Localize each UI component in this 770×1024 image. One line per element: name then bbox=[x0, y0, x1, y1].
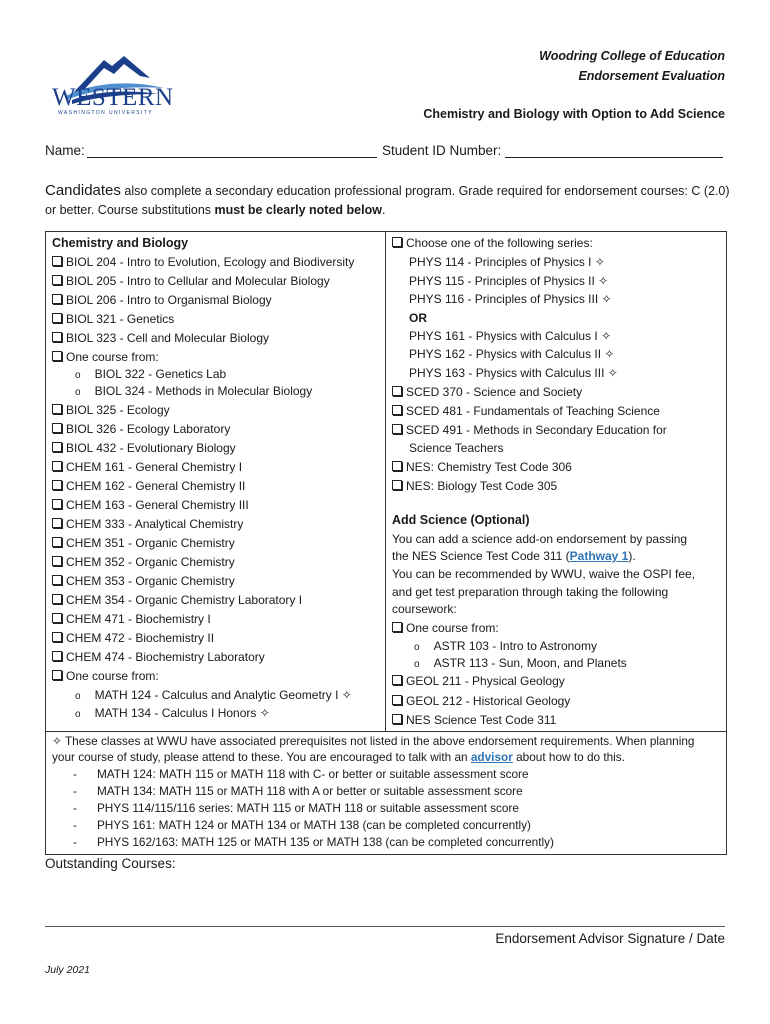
series-choice-text: Choose one of the following series: bbox=[406, 236, 593, 250]
intro-text: also complete a secondary education professional program. Grade required for endorsement courses: C (2.0) or better. Course substitutions bbox=[45, 184, 730, 217]
add-science-para2 bbox=[392, 602, 457, 617]
course-item[interactable] bbox=[52, 536, 235, 551]
checkbox-icon[interactable] bbox=[52, 575, 62, 585]
bullet-icon: o bbox=[414, 659, 420, 670]
physics-course-text: PHYS 114 - Principles of Physics I ✧ bbox=[409, 255, 605, 269]
course-item-text: CHEM 474 - Biochemistry Laboratory bbox=[66, 650, 265, 664]
checkbox-icon[interactable] bbox=[392, 714, 402, 724]
college-name: Woodring College of Education bbox=[539, 49, 725, 63]
checkbox-icon[interactable] bbox=[52, 442, 62, 452]
logo-wordmark: WESTERN bbox=[52, 84, 174, 111]
course-item-text: One course from: bbox=[66, 669, 159, 683]
course-item[interactable] bbox=[52, 593, 302, 608]
prereq-text: MATH 134: MATH 115 or MATH 118 with A or better or suitable assessment score bbox=[96, 784, 523, 798]
prereq-text: PHYS 161: MATH 124 or MATH 134 or MATH 138 (can be completed concurrently) bbox=[96, 818, 531, 832]
course-item[interactable] bbox=[52, 650, 265, 665]
option-item-text: ASTR 113 - Sun, Moon, and Planets bbox=[433, 656, 627, 670]
course-item[interactable] bbox=[52, 498, 249, 513]
course-item[interactable] bbox=[52, 403, 170, 418]
add-science-para1-line2 bbox=[392, 549, 636, 564]
prereq-item bbox=[73, 766, 529, 783]
advisor-link[interactable]: advisor bbox=[470, 750, 513, 764]
prereq-text: MATH 124: MATH 115 or MATH 118 with C- or better or suitable assessment score bbox=[96, 767, 529, 781]
option-item bbox=[75, 367, 226, 383]
checkbox-icon[interactable] bbox=[392, 480, 402, 490]
course-item[interactable] bbox=[52, 312, 174, 327]
para-end: ). bbox=[628, 549, 636, 563]
dash-bullet: - bbox=[73, 784, 77, 798]
course-item[interactable] bbox=[52, 479, 245, 494]
revision-date: July 2021 bbox=[45, 964, 90, 976]
course-item-text: CHEM 351 - Organic Chemistry bbox=[66, 536, 235, 550]
add-science-para2-text: coursework: bbox=[392, 602, 457, 616]
prereq-item bbox=[73, 783, 523, 800]
notes-divider bbox=[45, 731, 726, 732]
form-title: Endorsement Evaluation bbox=[578, 69, 725, 83]
left-heading: Chemistry and Biology bbox=[52, 236, 189, 250]
course-item-text: NES Science Test Code 311 bbox=[406, 713, 557, 727]
course-item[interactable] bbox=[52, 255, 354, 270]
checkbox-icon[interactable] bbox=[52, 275, 62, 285]
course-item[interactable] bbox=[392, 385, 582, 400]
add-science-heading-text: Add Science (Optional) bbox=[392, 513, 530, 527]
bullet-icon: o bbox=[75, 387, 81, 398]
course-item-text: CHEM 333 - Analytical Chemistry bbox=[66, 517, 244, 531]
prereq-item bbox=[73, 817, 531, 834]
physics-course-text: PHYS 115 - Principles of Physics II ✧ bbox=[409, 273, 609, 288]
physics-course bbox=[409, 255, 605, 270]
checkbox-icon[interactable] bbox=[52, 537, 62, 547]
prereq-text: PHYS 114/115/116 series: MATH 115 or MATH 118 or suitable assessment score bbox=[96, 801, 519, 815]
dash-bullet: - bbox=[73, 835, 77, 849]
outstanding-courses-label: Outstanding Courses: bbox=[45, 856, 176, 871]
checkbox-icon[interactable] bbox=[52, 404, 62, 414]
course-item-cont-text: Science Teachers bbox=[409, 441, 504, 455]
course-item-text: BIOL 326 - Ecology Laboratory bbox=[66, 422, 231, 436]
course-item-text: BIOL 204 - Intro to Evolution, Ecology and Biodiversity bbox=[66, 255, 355, 269]
intro-end: . bbox=[381, 203, 386, 217]
test-item[interactable] bbox=[392, 460, 572, 475]
course-item-text: SCED 481 - Fundamentals of Teaching Science bbox=[406, 404, 660, 418]
prereq-note-line1: ✧ These classes at WWU have associated prerequisites not listed in the above endorsement requirements. When planning bbox=[52, 734, 695, 748]
course-item[interactable] bbox=[52, 350, 159, 365]
intro-paragraph bbox=[45, 181, 730, 220]
physics-course bbox=[409, 292, 612, 307]
series-choice[interactable] bbox=[392, 236, 593, 251]
name-field[interactable] bbox=[87, 157, 377, 158]
course-item[interactable] bbox=[392, 621, 499, 636]
course-item-text: CHEM 162 - General Chemistry II bbox=[66, 479, 246, 493]
course-item-text: SCED 491 - Methods in Secondary Education for bbox=[406, 423, 667, 437]
intro-bold: must be clearly noted below bbox=[214, 203, 382, 217]
signature-label: Endorsement Advisor Signature / Date bbox=[495, 931, 725, 946]
course-item-text: BIOL 432 - Evolutionary Biology bbox=[66, 441, 236, 455]
course-item[interactable] bbox=[52, 669, 159, 684]
bullet-icon: o bbox=[75, 691, 81, 702]
add-science-para2 bbox=[392, 567, 695, 582]
course-item-text: CHEM 163 - General Chemistry III bbox=[66, 498, 249, 512]
checkbox-icon[interactable] bbox=[392, 695, 402, 705]
option-item bbox=[414, 656, 627, 672]
para-text: the NES Science Test Code 311 ( bbox=[392, 549, 570, 563]
course-item-text: CHEM 472 - Biochemistry II bbox=[66, 631, 215, 645]
prereq-note-text: your course of study, please attend to these. You are encouraged to talk with an bbox=[52, 750, 471, 764]
course-item[interactable] bbox=[52, 555, 235, 570]
add-science-para1 bbox=[392, 532, 687, 547]
add-science-para2-text: and get test preparation through taking the following bbox=[392, 584, 669, 599]
checkbox-icon[interactable] bbox=[52, 632, 62, 642]
form-subtitle: Chemistry and Biology with Option to Add Science bbox=[423, 107, 725, 121]
dash-bullet: - bbox=[73, 818, 77, 832]
checkbox-icon[interactable] bbox=[52, 480, 62, 490]
checkbox-icon[interactable] bbox=[52, 332, 62, 342]
pathway-link[interactable]: Pathway 1 bbox=[569, 549, 629, 563]
checkbox-icon[interactable] bbox=[392, 675, 402, 685]
column-divider bbox=[385, 231, 386, 731]
prereq-note-end: about how to do this. bbox=[512, 750, 625, 764]
option-item bbox=[414, 639, 597, 655]
checkbox-icon[interactable] bbox=[52, 351, 62, 361]
option-item-text: MATH 124 - Calculus and Analytic Geometry I ✧ bbox=[94, 688, 352, 702]
test-item[interactable] bbox=[392, 479, 557, 494]
checkbox-icon[interactable] bbox=[52, 518, 62, 528]
course-item-text: CHEM 471 - Biochemistry I bbox=[66, 612, 211, 626]
course-item-text: CHEM 352 - Organic Chemistry bbox=[66, 555, 235, 569]
physics-course bbox=[409, 366, 618, 381]
series-or-text: OR bbox=[409, 310, 427, 325]
name-label: Name: bbox=[45, 143, 85, 158]
course-item-text: BIOL 205 - Intro to Cellular and Molecular Biology bbox=[66, 274, 330, 288]
checkbox-icon[interactable] bbox=[52, 461, 62, 471]
dash-bullet: - bbox=[73, 801, 77, 815]
physics-course-text: PHYS 161 - Physics with Calculus I ✧ bbox=[409, 328, 612, 343]
checkbox-icon[interactable] bbox=[52, 613, 62, 623]
course-item[interactable] bbox=[392, 694, 570, 709]
option-item bbox=[75, 688, 352, 704]
bullet-icon: o bbox=[75, 370, 81, 381]
course-item-text: CHEM 354 - Organic Chemistry Laboratory I bbox=[66, 593, 303, 607]
checkbox-icon[interactable] bbox=[392, 622, 402, 632]
checkbox-icon[interactable] bbox=[392, 424, 402, 434]
course-item-text: BIOL 323 - Cell and Molecular Biology bbox=[66, 331, 269, 345]
test-item-text: NES: Biology Test Code 305 bbox=[406, 479, 558, 493]
course-item[interactable] bbox=[392, 404, 660, 419]
course-item-text: One course from: bbox=[406, 621, 499, 635]
prereq-note-line2 bbox=[52, 749, 625, 766]
logo-subtitle: WASHINGTON UNIVERSITY bbox=[58, 110, 153, 116]
course-item[interactable] bbox=[52, 441, 236, 456]
checkbox-icon[interactable] bbox=[52, 499, 62, 509]
course-item-text: SCED 370 - Science and Society bbox=[406, 385, 583, 399]
course-item-cont bbox=[409, 441, 504, 456]
course-item[interactable] bbox=[392, 423, 667, 438]
checkbox-icon[interactable] bbox=[52, 256, 62, 266]
option-item bbox=[75, 384, 312, 400]
test-item-text: NES: Chemistry Test Code 306 bbox=[406, 460, 572, 474]
course-item[interactable] bbox=[52, 460, 242, 475]
course-item-text: BIOL 206 - Intro to Organismal Biology bbox=[66, 293, 272, 307]
checkbox-icon[interactable] bbox=[392, 237, 402, 247]
intro-first-word: Candidates bbox=[45, 182, 121, 199]
prereq-item bbox=[73, 834, 554, 851]
option-item-text: BIOL 322 - Genetics Lab bbox=[94, 367, 227, 381]
checkbox-icon[interactable] bbox=[52, 423, 62, 433]
student-id-field[interactable] bbox=[505, 157, 723, 158]
course-item[interactable] bbox=[52, 517, 243, 532]
course-item[interactable] bbox=[52, 574, 235, 589]
checkbox-icon[interactable] bbox=[392, 461, 402, 471]
physics-course bbox=[409, 274, 608, 289]
physics-course bbox=[409, 329, 611, 344]
add-science-para1-text: You can add a science add-on endorsement by passing bbox=[392, 532, 688, 546]
checkbox-icon[interactable] bbox=[52, 294, 62, 304]
prereq-item bbox=[73, 800, 519, 817]
course-item[interactable] bbox=[52, 331, 269, 346]
bullet-icon: o bbox=[75, 709, 81, 720]
course-item[interactable] bbox=[52, 631, 214, 646]
course-item-text: CHEM 353 - Organic Chemistry bbox=[66, 574, 235, 588]
add-science-para2-text: You can be recommended by WWU, waive the OSPI fee, bbox=[392, 567, 696, 581]
course-item-text: BIOL 325 - Ecology bbox=[66, 403, 170, 417]
checkbox-icon[interactable] bbox=[52, 556, 62, 566]
checkbox-icon[interactable] bbox=[52, 651, 62, 661]
add-science-heading bbox=[392, 513, 530, 528]
course-item-text: BIOL 321 - Genetics bbox=[66, 312, 175, 326]
bullet-icon: o bbox=[414, 642, 420, 653]
checkbox-icon[interactable] bbox=[392, 405, 402, 415]
course-item[interactable] bbox=[392, 713, 556, 728]
option-item-text: MATH 134 - Calculus I Honors ✧ bbox=[94, 706, 270, 720]
option-item bbox=[75, 706, 270, 722]
series-or bbox=[409, 311, 427, 326]
course-item[interactable] bbox=[392, 674, 565, 689]
course-item-text: CHEM 161 - General Chemistry I bbox=[66, 460, 243, 474]
physics-course-text: PHYS 163 - Physics with Calculus III ✧ bbox=[409, 365, 618, 380]
course-item-text: One course from: bbox=[66, 350, 159, 364]
course-item[interactable] bbox=[52, 293, 272, 308]
course-item-text: GEOL 211 - Physical Geology bbox=[406, 674, 565, 688]
course-item[interactable] bbox=[52, 422, 230, 437]
course-item[interactable] bbox=[52, 274, 330, 289]
checkbox-icon[interactable] bbox=[52, 594, 62, 604]
physics-course bbox=[409, 347, 614, 362]
student-id-label: Student ID Number: bbox=[382, 143, 502, 158]
dash-bullet: - bbox=[73, 767, 77, 781]
course-item[interactable] bbox=[52, 612, 211, 627]
physics-course-text: PHYS 162 - Physics with Calculus II ✧ bbox=[409, 347, 615, 361]
physics-course-text: PHYS 116 - Principles of Physics III ✧ bbox=[409, 292, 612, 306]
course-item-text: GEOL 212 - Historical Geology bbox=[406, 693, 571, 708]
prereq-text: PHYS 162/163: MATH 125 or MATH 135 or MATH 138 (can be completed concurrently) bbox=[96, 835, 554, 849]
option-item-text: BIOL 324 - Methods in Molecular Biology bbox=[94, 384, 313, 398]
add-science-para2 bbox=[392, 585, 668, 600]
checkbox-icon[interactable] bbox=[52, 313, 62, 323]
checkbox-icon[interactable] bbox=[52, 670, 62, 680]
signature-line[interactable] bbox=[45, 926, 725, 927]
checkbox-icon[interactable] bbox=[392, 386, 402, 396]
option-item-text: ASTR 103 - Intro to Astronomy bbox=[433, 639, 597, 653]
